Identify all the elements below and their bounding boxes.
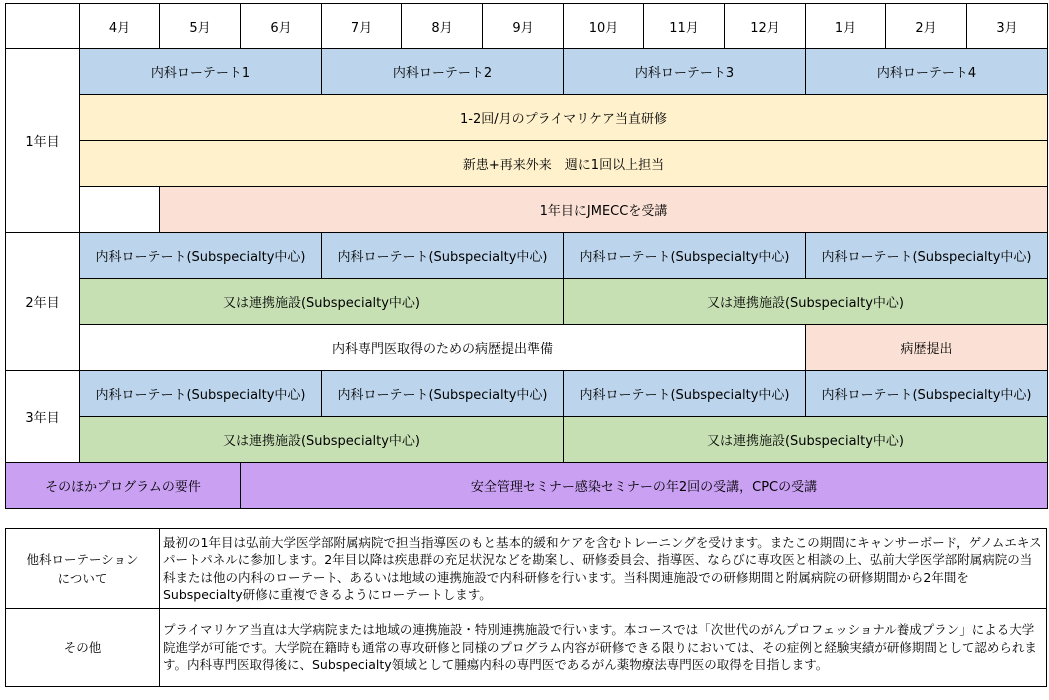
- primary-care-cell: 1-2回/月のプライマリケア当直研修: [80, 95, 1048, 141]
- month-header: 7月: [322, 4, 402, 49]
- rotation-cell: 内科ローテート(Subspecialty中心): [80, 371, 322, 417]
- year3-affiliated-row: [6, 417, 1048, 463]
- jmecc-cell: 1年目にJMECCを受講: [160, 187, 1048, 233]
- rotation-cell: 内科ローテート(Subspecialty中心): [80, 233, 322, 279]
- training-schedule-table: [5, 3, 1048, 509]
- rotation-cell: 内科ローテート2: [322, 49, 564, 95]
- case-submit-cell: 病歴提出: [806, 325, 1048, 371]
- rotation-cell: 内科ローテート(Subspecialty中心): [806, 371, 1048, 417]
- month-header: 12月: [725, 4, 806, 49]
- rotation-cell: 内科ローテート(Subspecialty中心): [564, 233, 806, 279]
- year1-rotation-row: [6, 49, 1048, 95]
- month-header-row: [6, 4, 1048, 49]
- month-header: 4月: [80, 4, 160, 49]
- rotation-cell: 内科ローテート3: [564, 49, 806, 95]
- other-requirements-label: そのほかプログラムの要件: [6, 463, 241, 509]
- notes-row: [6, 529, 1047, 609]
- rotation-note-label-text: 他科ローテーションについて: [26, 551, 139, 586]
- year3-rotation-row: [6, 371, 1048, 417]
- other-note-text: プライマリケア当直は大学病院または地域の連携施設・特別連携施設で行います。本コースでは「次世代のがんプロフェッショナル養成プラン」による大学院進学が可能です。大学院在籍時も通常の専攻研修と同様のプログラム内容が研修できる限りにおいては、その症例と経験実績が研修期間として認められます。内科専門医取得後に、Subspecialty領域として腫瘍内科の専門医であるがん薬物療法専門医の取得を目指します。: [160, 609, 1047, 687]
- year1-primary-care-row: [6, 95, 1048, 141]
- month-header: 3月: [967, 4, 1048, 49]
- rotation-cell: 内科ローテート(Subspecialty中心): [564, 371, 806, 417]
- affiliated-cell: 又は連携施設(Subspecialty中心): [80, 279, 564, 325]
- year2-case-row: [6, 325, 1048, 371]
- rotation-cell: 内科ローテート4: [806, 49, 1048, 95]
- rotation-cell: 内科ローテート(Subspecialty中心): [806, 233, 1048, 279]
- year2-rotation-row: [6, 233, 1048, 279]
- empty-cell: [80, 187, 160, 233]
- month-header: 5月: [160, 4, 241, 49]
- rotation-cell: 内科ローテート(Subspecialty中心): [322, 233, 564, 279]
- year1-jmecc-row: [6, 187, 1048, 233]
- month-header: 8月: [402, 4, 483, 49]
- other-requirements-text: 安全管理セミナー感染セミナーの年2回の受講，CPCの受講: [241, 463, 1048, 509]
- year2-label: 2年目: [6, 233, 80, 371]
- year1-label: 1年目: [6, 49, 80, 233]
- month-header: 6月: [241, 4, 322, 49]
- notes-row: [6, 609, 1047, 687]
- case-prep-cell: 内科専門医取得のための病歴提出準備: [80, 325, 806, 371]
- notes-table: [5, 528, 1047, 687]
- other-note-label: その他: [6, 609, 160, 687]
- rotation-note-text: 最初の1年目は弘前大学医学部附属病院で担当指導医のもと基本的緩和ケアを含むトレーニングを受けます。またこの期間にキャンサーボード，ゲノムエキスパートパネルに参加します。2年目以降は疾患群の充足状況などを勘案し、研修委員会、指導医、ならびに専攻医と相談の上、弘前大学医学部附属病院の当科または他の内科のローテート、あるいは地域の連携施設で内科研修を行います。当科関連施設での研修期間と附属病院の研修期間から2年間をSubspecialty研修に重複できるようにローテートします。: [160, 529, 1047, 609]
- year3-label: 3年目: [6, 371, 80, 463]
- month-header: 2月: [886, 4, 967, 49]
- year2-affiliated-row: [6, 279, 1048, 325]
- other-requirements-row: [6, 463, 1048, 509]
- year1-outpatient-row: [6, 141, 1048, 187]
- corner-cell: [6, 4, 80, 49]
- affiliated-cell: 又は連携施設(Subspecialty中心): [564, 417, 1048, 463]
- month-header: 1月: [806, 4, 886, 49]
- rotation-cell: 内科ローテート1: [80, 49, 322, 95]
- month-header: 9月: [483, 4, 564, 49]
- month-header: 11月: [644, 4, 725, 49]
- rotation-note-label: [6, 529, 160, 609]
- affiliated-cell: 又は連携施設(Subspecialty中心): [564, 279, 1048, 325]
- affiliated-cell: 又は連携施設(Subspecialty中心): [80, 417, 564, 463]
- month-header: 10月: [564, 4, 644, 49]
- outpatient-cell: 新患+再来外来 週に1回以上担当: [80, 141, 1048, 187]
- rotation-cell: 内科ローテート(Subspecialty中心): [322, 371, 564, 417]
